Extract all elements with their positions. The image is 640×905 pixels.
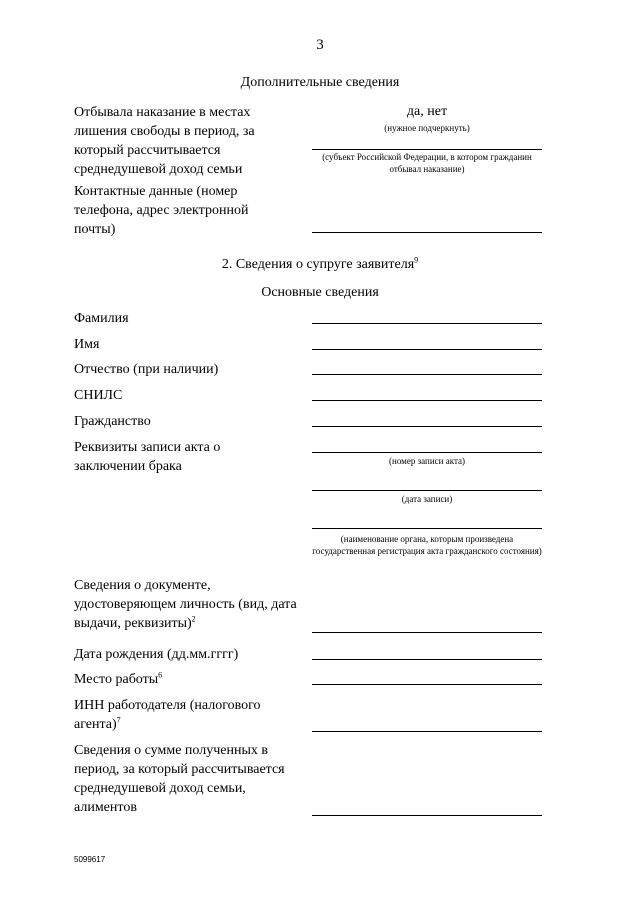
work-place-label-text: Место работы bbox=[74, 672, 159, 687]
income-field[interactable] bbox=[312, 815, 542, 816]
marriage-label: Реквизиты записи акта о заключении брака bbox=[74, 440, 221, 474]
citizenship-field[interactable] bbox=[312, 426, 542, 427]
income-label: Сведения о сумме полученных в период, за который рассчитывается среднедушевой доход семьи, алиментов bbox=[74, 743, 285, 815]
prison-region-hint: (субъект Российской Федерации, в котором гражданин отбывал наказание) bbox=[322, 152, 532, 174]
doc-code: 5099617 bbox=[74, 855, 106, 864]
patronymic-label: Отчество (при наличии) bbox=[74, 362, 219, 377]
name-field[interactable] bbox=[312, 349, 542, 350]
section-heading-spouse bbox=[0, 257, 640, 273]
marriage-record-date-hint: (дата записи) bbox=[401, 494, 453, 504]
prison-label: Отбывала наказание в местах лишения свободы в период, за который рассчитывается среднедушевой доход семьи bbox=[74, 105, 255, 177]
employer-inn-label bbox=[74, 696, 289, 734]
employer-inn-label-text: ИНН работодателя (налогового агента) bbox=[74, 698, 261, 732]
birth-date-field[interactable] bbox=[312, 659, 542, 660]
employer-inn-field[interactable] bbox=[312, 731, 542, 732]
marriage-record-number-field[interactable] bbox=[312, 452, 542, 453]
identity-doc-label bbox=[74, 576, 299, 633]
marriage-record-date-field[interactable] bbox=[312, 490, 542, 491]
section-heading-additional: Дополнительные сведения bbox=[240, 75, 400, 90]
section-heading-spouse-text: 2. Сведения о супруге заявителя bbox=[221, 257, 415, 272]
birth-date-label: Дата рождения (дд.мм.гггг) bbox=[74, 647, 239, 662]
page-number: 3 bbox=[316, 37, 324, 53]
surname-field[interactable] bbox=[312, 323, 542, 324]
patronymic-field[interactable] bbox=[312, 374, 542, 375]
work-place-label bbox=[74, 670, 162, 689]
name-label: Имя bbox=[74, 337, 100, 352]
contacts-field[interactable] bbox=[312, 232, 542, 233]
footnote-7: 7 bbox=[116, 715, 121, 725]
footnote-9: 9 bbox=[414, 255, 419, 265]
identity-doc-label-text: Сведения о документе, удостоверяющем личность (вид, дата выдачи, реквизиты) bbox=[74, 578, 297, 631]
marriage-authority-field[interactable] bbox=[312, 528, 542, 529]
snils-label: СНИЛС bbox=[74, 388, 123, 403]
prison-options-hint: (нужное подчеркнуть) bbox=[384, 123, 470, 133]
work-place-field[interactable] bbox=[312, 684, 542, 685]
contacts-label: Контактные данные (номер телефона, адрес электронной почты) bbox=[74, 184, 249, 237]
identity-doc-field[interactable] bbox=[312, 632, 542, 633]
prison-region-field[interactable] bbox=[312, 149, 542, 150]
surname-label: Фамилия bbox=[74, 311, 129, 326]
prison-options[interactable]: да, нет bbox=[406, 104, 448, 119]
marriage-authority-hint: (наименование органа, которым произведена государственная регистрация акта гражданского состояния) bbox=[312, 534, 542, 556]
citizenship-label: Гражданство bbox=[74, 414, 151, 429]
snils-field[interactable] bbox=[312, 400, 542, 401]
footnote-2: 2 bbox=[191, 614, 196, 624]
footnote-6: 6 bbox=[158, 670, 163, 680]
section-subheading-basic: Основные сведения bbox=[261, 285, 379, 300]
marriage-record-number-hint: (номер записи акта) bbox=[389, 456, 465, 466]
